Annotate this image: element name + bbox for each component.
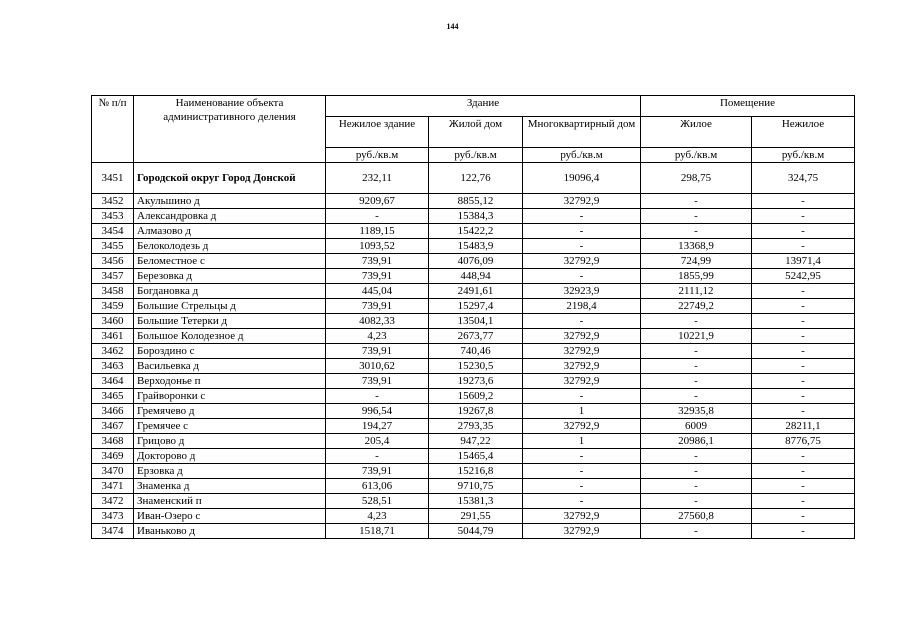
cell-num: 3463 xyxy=(92,359,134,374)
cell-res-premises: 724,99 xyxy=(641,254,752,269)
page-number: 144 xyxy=(446,22,459,31)
cell-nonres-premises: - xyxy=(752,449,855,464)
cell-num: 3466 xyxy=(92,404,134,419)
cell-res-premises: - xyxy=(641,449,752,464)
cell-nonres-building: - xyxy=(326,209,429,224)
cell-nonres-premises: - xyxy=(752,389,855,404)
cell-apartment: - xyxy=(523,479,641,494)
table-row xyxy=(92,239,855,254)
cell-name: Грицово д xyxy=(134,434,326,449)
table-row xyxy=(92,344,855,359)
cell-name: Березовка д xyxy=(134,269,326,284)
cell-nonres-premises: 324,75 xyxy=(752,163,855,194)
cell-nonres-premises: - xyxy=(752,284,855,299)
cell-num: 3474 xyxy=(92,524,134,539)
cell-name: Беломестное с xyxy=(134,254,326,269)
cell-apartment: 32792,9 xyxy=(523,329,641,344)
table-row xyxy=(92,404,855,419)
cell-apartment: 32923,9 xyxy=(523,284,641,299)
cell-num: 3454 xyxy=(92,224,134,239)
cell-nonres-premises: 8776,75 xyxy=(752,434,855,449)
cell-res-house: 15230,5 xyxy=(429,359,523,374)
cell-nonres-building: 232,11 xyxy=(326,163,429,194)
cell-nonres-premises: 13971,4 xyxy=(752,254,855,269)
cell-apartment: - xyxy=(523,209,641,224)
cell-res-house: 13504,1 xyxy=(429,314,523,329)
cell-res-premises: 32935,8 xyxy=(641,404,752,419)
cell-apartment: 32792,9 xyxy=(523,374,641,389)
cell-name: Гремячее с xyxy=(134,419,326,434)
cell-nonres-premises: - xyxy=(752,494,855,509)
cell-nonres-building: 613,06 xyxy=(326,479,429,494)
cell-name: Акульшино д xyxy=(134,194,326,209)
cell-res-house: 15384,3 xyxy=(429,209,523,224)
cell-res-house: 291,55 xyxy=(429,509,523,524)
cell-nonres-building: 739,91 xyxy=(326,464,429,479)
table-row xyxy=(92,254,855,269)
cell-num: 3451 xyxy=(92,163,134,194)
cell-nonres-building: 445,04 xyxy=(326,284,429,299)
cell-nonres-premises: - xyxy=(752,329,855,344)
cell-res-house: 8855,12 xyxy=(429,194,523,209)
cell-nonres-building: - xyxy=(326,389,429,404)
cell-res-house: 15483,9 xyxy=(429,239,523,254)
cell-nonres-building: 4,23 xyxy=(326,329,429,344)
table-row xyxy=(92,269,855,284)
cell-name: Васильевка д xyxy=(134,359,326,374)
cell-nonres-building: 3010,62 xyxy=(326,359,429,374)
cell-num: 3461 xyxy=(92,329,134,344)
cell-res-premises: 6009 xyxy=(641,419,752,434)
cell-res-house: 19267,8 xyxy=(429,404,523,419)
cell-name: Грайворонки с xyxy=(134,389,326,404)
table-row xyxy=(92,209,855,224)
cell-nonres-building: 739,91 xyxy=(326,254,429,269)
cell-res-premises: 27560,8 xyxy=(641,509,752,524)
cell-num: 3473 xyxy=(92,509,134,524)
cell-nonres-building: 194,27 xyxy=(326,419,429,434)
table-row xyxy=(92,314,855,329)
cell-name: Иван-Озеро с xyxy=(134,509,326,524)
table-row xyxy=(92,374,855,389)
table-header xyxy=(92,96,855,163)
cell-apartment: - xyxy=(523,314,641,329)
cell-nonres-building: 1189,15 xyxy=(326,224,429,239)
cell-res-house: 122,76 xyxy=(429,163,523,194)
cell-res-premises: - xyxy=(641,344,752,359)
cell-res-house: 15297,4 xyxy=(429,299,523,314)
cell-name: Алмазово д xyxy=(134,224,326,239)
table-row xyxy=(92,224,855,239)
cell-res-house: 15381,3 xyxy=(429,494,523,509)
table-row xyxy=(92,524,855,539)
cell-nonres-premises: - xyxy=(752,239,855,254)
cell-name: Иваньково д xyxy=(134,524,326,539)
cell-nonres-premises: - xyxy=(752,479,855,494)
cell-res-house: 9710,75 xyxy=(429,479,523,494)
table-row xyxy=(92,194,855,209)
cell-num: 3458 xyxy=(92,284,134,299)
cell-apartment: - xyxy=(523,239,641,254)
price-table xyxy=(91,95,855,539)
cell-res-premises: - xyxy=(641,209,752,224)
cell-name: Гремячево д xyxy=(134,404,326,419)
cell-nonres-building: 1518,71 xyxy=(326,524,429,539)
cell-res-house: 15216,8 xyxy=(429,464,523,479)
cell-apartment: 32792,9 xyxy=(523,359,641,374)
cell-name: Большие Тетерки д xyxy=(134,314,326,329)
table-row xyxy=(92,494,855,509)
cell-nonres-building: 739,91 xyxy=(326,299,429,314)
table-row xyxy=(92,419,855,434)
unit-label: руб./кв.м xyxy=(641,148,752,163)
cell-nonres-building: 4082,33 xyxy=(326,314,429,329)
cell-nonres-premises: - xyxy=(752,224,855,239)
header-apartment: Многоквартирный дом xyxy=(523,117,641,148)
table-row xyxy=(92,359,855,374)
cell-num: 3456 xyxy=(92,254,134,269)
cell-apartment: - xyxy=(523,269,641,284)
cell-num: 3462 xyxy=(92,344,134,359)
table-row xyxy=(92,434,855,449)
cell-res-premises: 298,75 xyxy=(641,163,752,194)
cell-nonres-building: 739,91 xyxy=(326,344,429,359)
header-nonres-premises: Нежилое xyxy=(752,117,855,148)
cell-res-house: 15422,2 xyxy=(429,224,523,239)
cell-nonres-building: 996,54 xyxy=(326,404,429,419)
cell-res-premises: - xyxy=(641,224,752,239)
region-row xyxy=(92,163,855,194)
cell-nonres-premises: - xyxy=(752,209,855,224)
cell-res-premises: - xyxy=(641,374,752,389)
unit-label: руб./кв.м xyxy=(523,148,641,163)
cell-name: Верходонье п xyxy=(134,374,326,389)
header-res-house: Жилой дом xyxy=(429,117,523,148)
cell-res-premises: - xyxy=(641,479,752,494)
cell-res-house: 4076,09 xyxy=(429,254,523,269)
unit-label: руб./кв.м xyxy=(752,148,855,163)
cell-res-premises: - xyxy=(641,194,752,209)
cell-nonres-premises: - xyxy=(752,404,855,419)
cell-name: Белоколодезь д xyxy=(134,239,326,254)
unit-label: руб./кв.м xyxy=(429,148,523,163)
cell-nonres-building: - xyxy=(326,449,429,464)
cell-nonres-premises: - xyxy=(752,314,855,329)
cell-apartment: 32792,9 xyxy=(523,509,641,524)
cell-num: 3455 xyxy=(92,239,134,254)
cell-res-premises: 2111,12 xyxy=(641,284,752,299)
cell-res-premises: 20986,1 xyxy=(641,434,752,449)
cell-num: 3468 xyxy=(92,434,134,449)
cell-nonres-premises: 28211,1 xyxy=(752,419,855,434)
table-body xyxy=(92,163,855,539)
table-row xyxy=(92,389,855,404)
header-num: № п/п xyxy=(92,96,134,163)
table-row xyxy=(92,464,855,479)
cell-num: 3470 xyxy=(92,464,134,479)
cell-nonres-premises: - xyxy=(752,344,855,359)
cell-num: 3457 xyxy=(92,269,134,284)
cell-apartment: 19096,4 xyxy=(523,163,641,194)
cell-num: 3467 xyxy=(92,419,134,434)
cell-num: 3453 xyxy=(92,209,134,224)
cell-apartment: 1 xyxy=(523,404,641,419)
cell-res-premises: 22749,2 xyxy=(641,299,752,314)
cell-apartment: - xyxy=(523,494,641,509)
cell-num: 3452 xyxy=(92,194,134,209)
cell-apartment: 32792,9 xyxy=(523,194,641,209)
header-premises: Помещение xyxy=(641,96,855,117)
cell-name: Богдановка д xyxy=(134,284,326,299)
cell-name: Александровка д xyxy=(134,209,326,224)
table-row xyxy=(92,329,855,344)
cell-apartment: 32792,9 xyxy=(523,419,641,434)
header-res-premises: Жилое xyxy=(641,117,752,148)
cell-res-house: 15465,4 xyxy=(429,449,523,464)
cell-name: Знаменка д xyxy=(134,479,326,494)
cell-name: Докторово д xyxy=(134,449,326,464)
table-row xyxy=(92,509,855,524)
cell-apartment: 32792,9 xyxy=(523,254,641,269)
cell-nonres-premises: - xyxy=(752,194,855,209)
cell-res-premises: - xyxy=(641,359,752,374)
cell-res-house: 448,94 xyxy=(429,269,523,284)
cell-res-house: 15609,2 xyxy=(429,389,523,404)
cell-nonres-premises: - xyxy=(752,524,855,539)
cell-num: 3460 xyxy=(92,314,134,329)
cell-apartment: 32792,9 xyxy=(523,524,641,539)
header-name: Наименование объекта административного деления xyxy=(134,96,326,163)
cell-apartment: 32792,9 xyxy=(523,344,641,359)
cell-num: 3459 xyxy=(92,299,134,314)
table-row xyxy=(92,284,855,299)
cell-res-house: 19273,6 xyxy=(429,374,523,389)
cell-res-house: 740,46 xyxy=(429,344,523,359)
cell-name: Большое Колодезное д xyxy=(134,329,326,344)
cell-nonres-premises: 5242,95 xyxy=(752,269,855,284)
cell-nonres-building: 205,4 xyxy=(326,434,429,449)
cell-nonres-premises: - xyxy=(752,509,855,524)
cell-nonres-building: 9209,67 xyxy=(326,194,429,209)
cell-res-premises: - xyxy=(641,494,752,509)
table-row xyxy=(92,479,855,494)
cell-name: Городской округ Город Донской xyxy=(134,163,326,194)
cell-res-premises: 13368,9 xyxy=(641,239,752,254)
cell-apartment: - xyxy=(523,464,641,479)
header-building: Здание xyxy=(326,96,641,117)
cell-apartment: 2198,4 xyxy=(523,299,641,314)
cell-res-house: 5044,79 xyxy=(429,524,523,539)
table-row xyxy=(92,299,855,314)
cell-num: 3471 xyxy=(92,479,134,494)
cell-res-house: 947,22 xyxy=(429,434,523,449)
cell-res-house: 2793,35 xyxy=(429,419,523,434)
cell-name: Большие Стрельцы д xyxy=(134,299,326,314)
cell-num: 3464 xyxy=(92,374,134,389)
cell-res-premises: - xyxy=(641,464,752,479)
cell-name: Бороздино с xyxy=(134,344,326,359)
cell-nonres-building: 739,91 xyxy=(326,269,429,284)
cell-res-premises: - xyxy=(641,389,752,404)
cell-res-premises: - xyxy=(641,524,752,539)
cell-name: Знаменский п xyxy=(134,494,326,509)
unit-label: руб./кв.м xyxy=(326,148,429,163)
cell-num: 3469 xyxy=(92,449,134,464)
cell-nonres-premises: - xyxy=(752,464,855,479)
cell-nonres-building: 1093,52 xyxy=(326,239,429,254)
cell-apartment: - xyxy=(523,449,641,464)
cell-res-premises: 1855,99 xyxy=(641,269,752,284)
cell-nonres-premises: - xyxy=(752,374,855,389)
cell-apartment: - xyxy=(523,224,641,239)
cell-nonres-premises: - xyxy=(752,299,855,314)
cell-nonres-building: 4,23 xyxy=(326,509,429,524)
table-row xyxy=(92,449,855,464)
cell-nonres-premises: - xyxy=(752,359,855,374)
cell-res-premises: 10221,9 xyxy=(641,329,752,344)
cell-apartment: 1 xyxy=(523,434,641,449)
cell-num: 3465 xyxy=(92,389,134,404)
cell-res-house: 2491,61 xyxy=(429,284,523,299)
cell-nonres-building: 528,51 xyxy=(326,494,429,509)
cell-name: Ерзовка д xyxy=(134,464,326,479)
cell-num: 3472 xyxy=(92,494,134,509)
header-nonres-building: Нежилое здание xyxy=(326,117,429,148)
cell-apartment: - xyxy=(523,389,641,404)
cell-res-premises: - xyxy=(641,314,752,329)
cell-res-house: 2673,77 xyxy=(429,329,523,344)
cell-nonres-building: 739,91 xyxy=(326,374,429,389)
